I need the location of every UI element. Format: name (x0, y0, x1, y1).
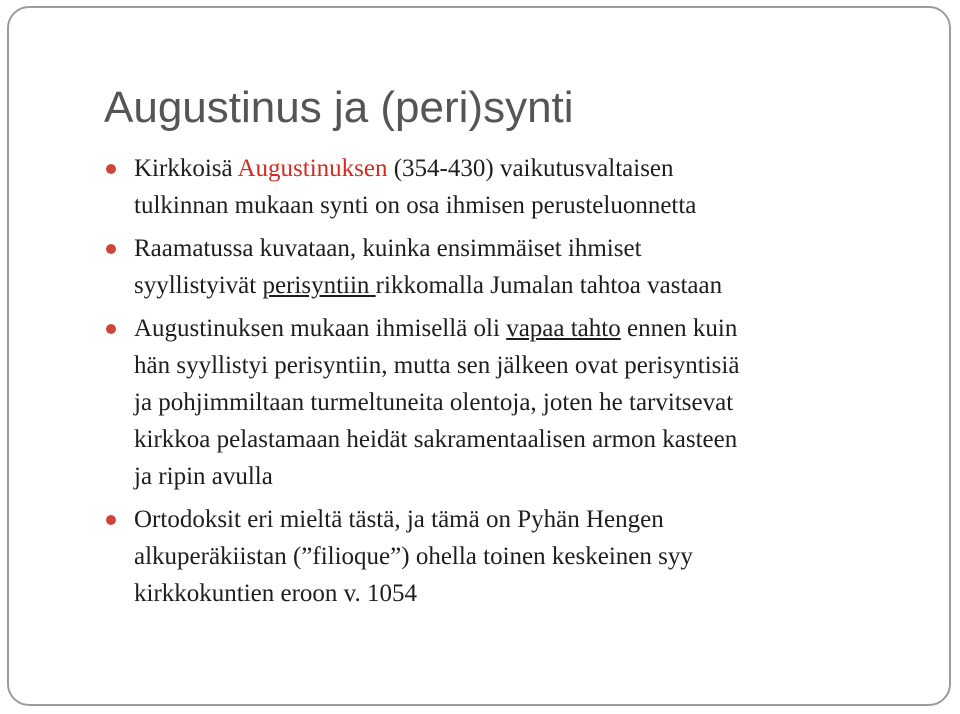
bullet-dot-icon (106, 164, 116, 174)
augustinuksen-highlight: Augustinuksen (237, 155, 388, 182)
bullet-dot-icon (106, 515, 116, 525)
bullet-dot-icon (106, 324, 116, 334)
bullet-1-text-c: (354-430) vaikutusvaltaisen (387, 155, 674, 182)
bullet-3-line-3: ja pohjimmiltaan turmeltuneita olentoja, joten he tarvitsevat (134, 389, 734, 416)
bullet-item-4 (104, 501, 894, 612)
bullet-item-2 (104, 230, 894, 304)
bullet-3-line-4: kirkkoa pelastamaan heidät sakramentaalisen armon kasteen (134, 426, 738, 453)
bullet-4-line-2: alkuperäkiistan (”filioque”) ohella toinen keskeinen syy (134, 543, 693, 570)
bullet-3-line-5: ja ripin avulla (134, 463, 273, 490)
bullet-1-text-a: Kirkkoisä (134, 155, 238, 182)
vapaa-tahto-link[interactable]: vapaa tahto (506, 315, 621, 342)
slide-title: Augustinus ja (peri)synti (104, 83, 574, 132)
bullet-2-text-c: rikkomalla Jumalan tahtoa vastaan (375, 272, 723, 299)
bullet-3-text-c: ennen kuin (620, 315, 738, 342)
bullet-item-1 (104, 150, 894, 224)
perisyntiin-link[interactable]: perisyntiin (262, 272, 376, 299)
bullet-2-line-1: Raamatussa kuvataan, kuinka ensimmäiset ihmiset (134, 235, 642, 262)
bullet-3-text-a: Augustinuksen mukaan ihmisellä oli (134, 315, 507, 342)
bullet-4-line-3: kirkkokuntien eroon v. 1054 (134, 580, 418, 607)
bullet-item-3 (104, 310, 894, 495)
slide-frame (7, 6, 951, 706)
bullet-dot-icon (106, 244, 116, 254)
bullet-1-line-2: tulkinnan mukaan synti on osa ihmisen perusteluonnetta (134, 192, 697, 219)
bullet-list (104, 150, 894, 618)
bullet-1-line-1 (134, 150, 894, 187)
bullet-4-line-1: Ortodoksit eri mieltä tästä, ja tämä on Pyhän Hengen (134, 506, 664, 533)
bullet-3-line-1 (134, 310, 894, 347)
bullet-3-line-2: hän syyllistyi perisyntiin, mutta sen jälkeen ovat perisyntisiä (134, 352, 740, 379)
bullet-2-line-2 (134, 267, 894, 304)
bullet-2-text-a: syyllistyivät (134, 272, 263, 299)
